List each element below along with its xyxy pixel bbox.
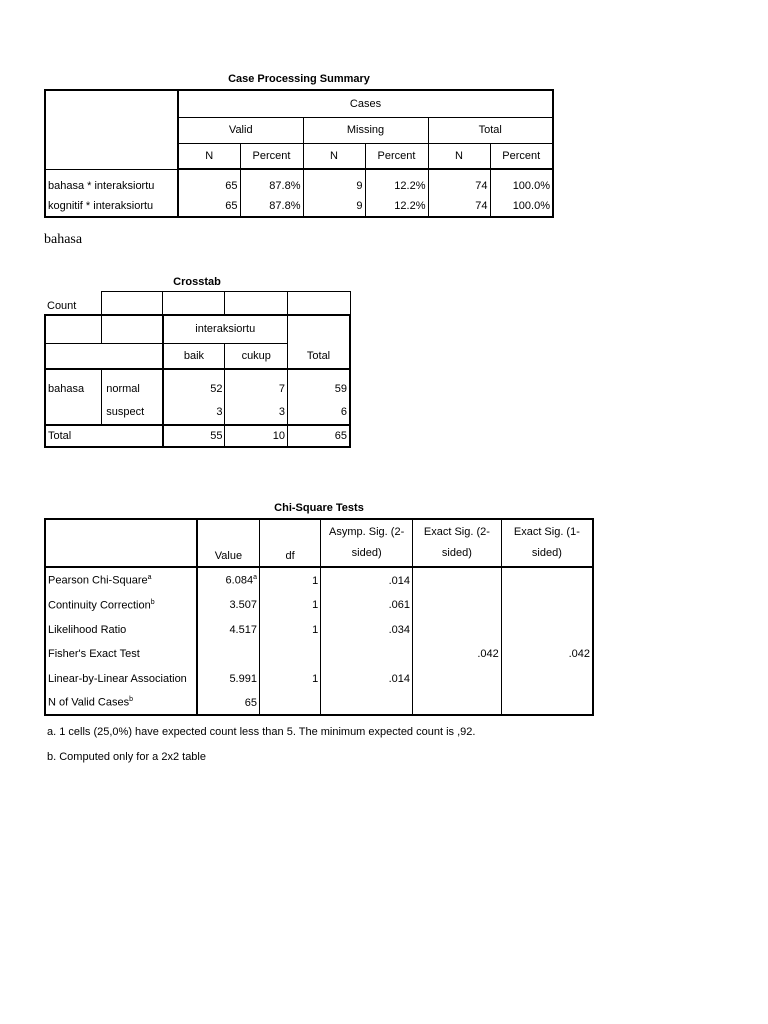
total-col-header: Total: [288, 315, 350, 369]
header-value: Value: [197, 519, 260, 567]
crosstab-top-cells: [101, 291, 351, 315]
asymp-cell: .014: [321, 666, 413, 691]
table-row: [45, 666, 593, 691]
exact1-cell: [501, 567, 593, 593]
empty-cell: [45, 399, 102, 425]
sub-header: Percent: [490, 143, 553, 169]
chi-square-table: [44, 518, 594, 716]
asymp-cell: .014: [321, 567, 413, 593]
row-label: kognitif * interaksiortu: [45, 195, 178, 217]
row-label: [45, 666, 197, 691]
crosstab-table: [44, 314, 351, 448]
exact1-cell: [501, 617, 593, 642]
footnote-b: b. Computed only for a 2x2 table: [47, 751, 206, 763]
footnote-marker: a: [253, 574, 257, 582]
table-cell: 12.2%: [365, 169, 428, 195]
sub-header: N: [428, 143, 490, 169]
table-cell: 6: [288, 399, 350, 425]
value-text: 6.084: [225, 574, 254, 587]
value-cell: [197, 617, 260, 642]
count-label: Count: [47, 300, 77, 312]
table-cell: 100.0%: [490, 195, 553, 217]
sub-header: N: [178, 143, 240, 169]
empty-cell: [225, 292, 288, 315]
row-label-text: Fisher's Exact Test: [48, 648, 140, 660]
df-cell: 1: [259, 593, 320, 617]
value-cell: [197, 567, 260, 593]
group-header-missing: Missing: [303, 117, 428, 143]
footnote-marker: b: [150, 598, 155, 606]
exact1-cell: [501, 691, 593, 715]
exact1-cell: [501, 666, 593, 691]
exact1-cell: [501, 593, 593, 617]
row-label: bahasa * interaksiortu: [45, 169, 178, 195]
corner-cell: [45, 343, 163, 369]
header-line: sided): [531, 547, 562, 559]
exact2-cell: [413, 567, 502, 593]
table-cell: 59: [288, 369, 350, 399]
value-text: 65: [244, 696, 257, 709]
chi-title: Chi-Square Tests: [274, 502, 364, 514]
table-row: [45, 593, 593, 617]
footnote-a: a. 1 cells (25,0%) have expected count less than 5. The minimum expected count is ,92.: [47, 726, 476, 738]
section-heading: bahasa: [44, 232, 83, 247]
row-label: [45, 642, 197, 666]
exact2-cell: [413, 593, 502, 617]
row-label-text: Pearson Chi-Square: [48, 574, 148, 587]
header-exact-sig-1: [501, 519, 593, 567]
row-label: [45, 617, 197, 642]
table-cell: 100.0%: [490, 169, 553, 195]
exact2-cell: .042: [413, 642, 502, 666]
corner-cell: [45, 519, 197, 567]
asymp-cell: .034: [321, 617, 413, 642]
df-cell: 1: [259, 666, 320, 691]
table-row: [45, 642, 593, 666]
table-cell: 55: [163, 425, 225, 447]
row-var-label: bahasa: [45, 369, 102, 399]
row-label: [45, 593, 197, 617]
header-exact-sig-2: [413, 519, 502, 567]
sub-header: N: [303, 143, 365, 169]
asymp-cell: [321, 691, 413, 715]
header-df: df: [259, 519, 320, 567]
table-cell: 3: [225, 399, 288, 425]
corner-cell: [45, 90, 178, 169]
df-cell: 1: [259, 617, 320, 642]
footnote-marker: b: [129, 696, 134, 704]
header-line: sided): [351, 547, 382, 559]
row-label-normal: normal: [102, 369, 163, 399]
sub-header: Percent: [365, 143, 428, 169]
value-cell: [197, 593, 260, 617]
empty-cell: [102, 292, 163, 315]
table-row: [45, 617, 593, 642]
chi-body: [45, 567, 593, 715]
header-line: Asymp. Sig. (2-: [329, 526, 405, 538]
table-cell: 74: [428, 169, 490, 195]
corner-cell: [102, 315, 163, 343]
table-row: [45, 691, 593, 715]
col-header-cukup: cukup: [225, 343, 288, 369]
header-line: sided): [441, 547, 472, 559]
table-cell: 65: [178, 169, 240, 195]
exact2-cell: [413, 691, 502, 715]
col-var-header: interaksiortu: [163, 315, 288, 343]
value-text: 3.507: [229, 599, 257, 611]
sub-header: Percent: [240, 143, 303, 169]
total-row-label: Total: [45, 425, 163, 447]
table-cell: 12.2%: [365, 195, 428, 217]
empty-cell: [288, 292, 351, 315]
value-cell: [197, 666, 260, 691]
corner-cell: [45, 315, 102, 343]
header-line: Exact Sig. (2-: [423, 526, 490, 538]
empty-cell: [162, 292, 225, 315]
df-cell: 1: [259, 567, 320, 593]
group-header-total: Total: [428, 117, 553, 143]
table-cell: 87.8%: [240, 169, 303, 195]
row-label-text: Linear-by-Linear Association: [48, 672, 187, 685]
table-cell: 3: [163, 399, 225, 425]
row-label-text: Continuity Correction: [48, 599, 151, 612]
row-label: [45, 567, 197, 593]
row-label-suspect: suspect: [102, 399, 163, 425]
table-cell: 52: [163, 369, 225, 399]
exact2-cell: [413, 666, 502, 691]
row-label-text: N of Valid Cases: [48, 696, 130, 709]
cases-header: Cases: [178, 90, 553, 117]
table-row: [45, 567, 593, 593]
header-asymp-sig: [321, 519, 413, 567]
table-cell: 74: [428, 195, 490, 217]
value-text: 4.517: [229, 623, 257, 636]
value-text: 5.991: [229, 672, 257, 685]
table-cell: 87.8%: [240, 195, 303, 217]
case-summary-table: [44, 89, 554, 218]
value-cell: [197, 691, 260, 715]
table-cell: 65: [178, 195, 240, 217]
header-line: Exact Sig. (1-: [513, 526, 580, 538]
col-header-baik: baik: [163, 343, 225, 369]
asymp-cell: [321, 642, 413, 666]
exact2-cell: [413, 617, 502, 642]
df-cell: [259, 642, 320, 666]
table-cell: 10: [225, 425, 288, 447]
table-cell: 7: [225, 369, 288, 399]
case-summary-title: Case Processing Summary: [228, 73, 370, 85]
asymp-cell: .061: [321, 593, 413, 617]
table-cell: 9: [303, 195, 365, 217]
value-cell: [197, 642, 260, 666]
row-label-text: Likelihood Ratio: [48, 623, 127, 636]
group-header-valid: Valid: [178, 117, 303, 143]
crosstab-title: Crosstab: [173, 276, 221, 288]
row-label: [45, 691, 197, 715]
table-cell: 65: [288, 425, 350, 447]
table-cell: 9: [303, 169, 365, 195]
df-cell: [259, 691, 320, 715]
exact1-cell: .042: [501, 642, 593, 666]
footnote-marker: a: [147, 574, 152, 582]
